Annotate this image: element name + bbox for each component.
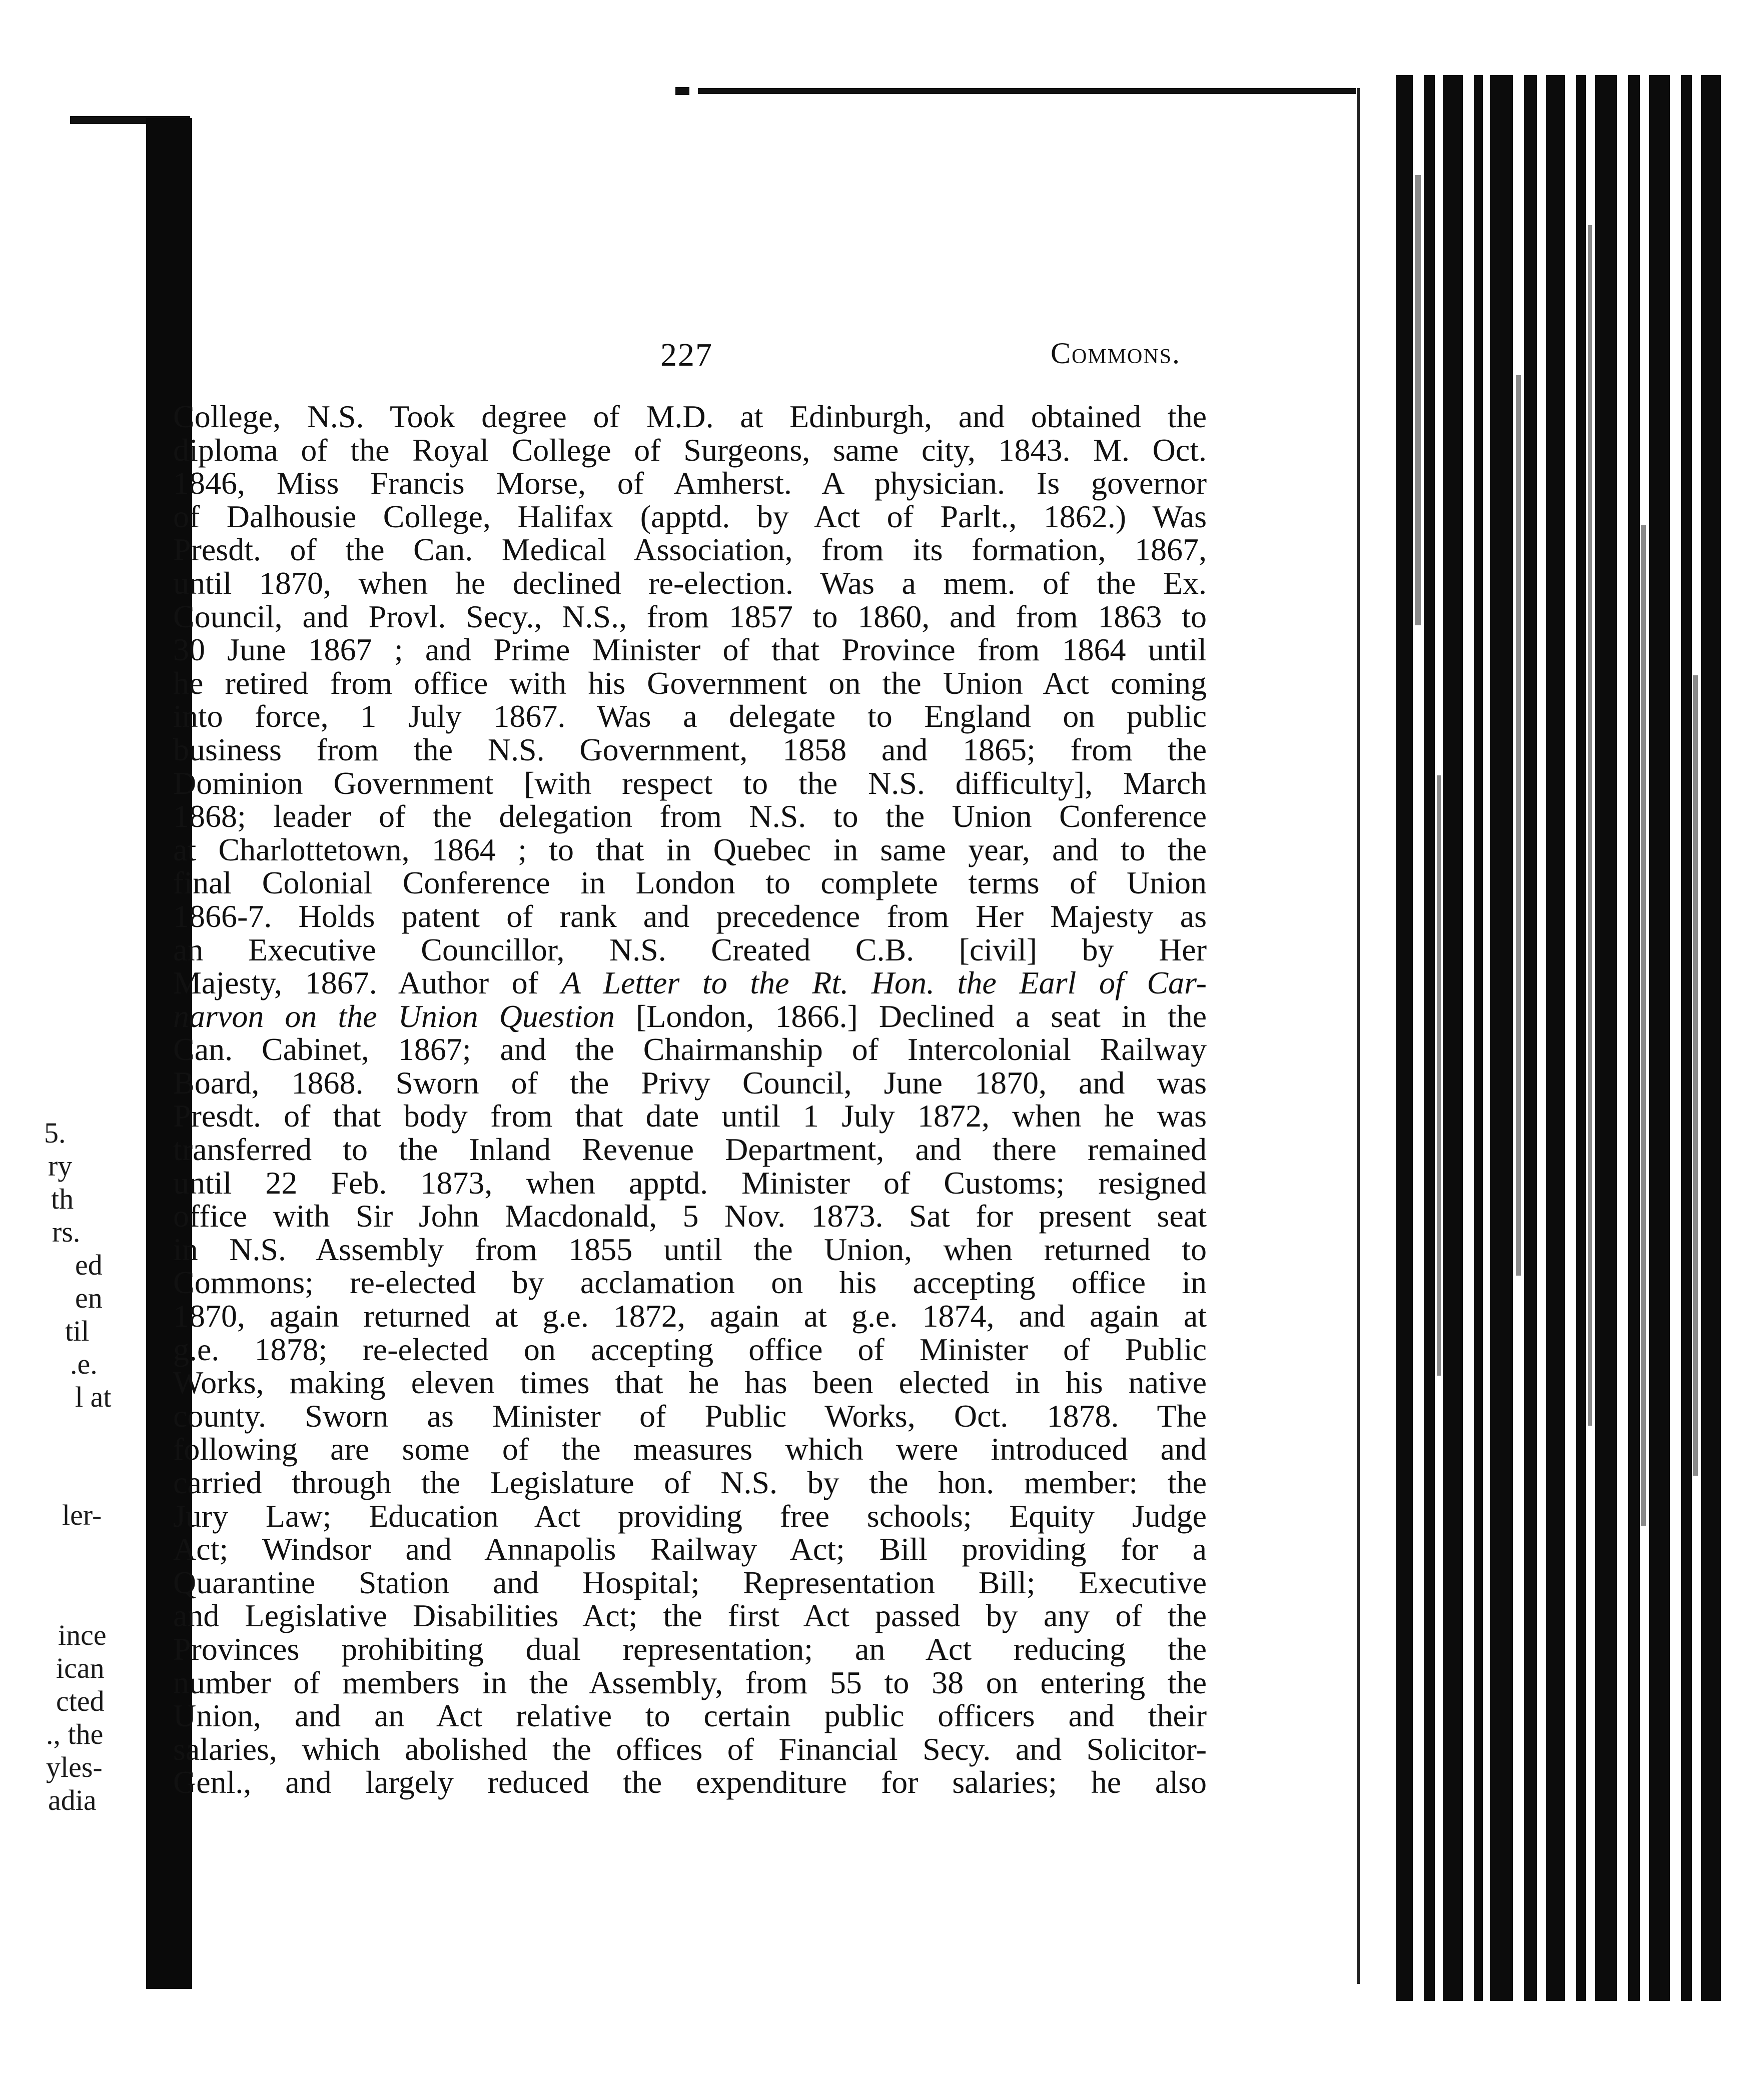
- margin-fragment: l at: [75, 1381, 112, 1413]
- text-line: Can. Cabinet, 1867; and the Chairmanship of Intercolonial Railway: [173, 1031, 1207, 1068]
- margin-fragment: ry: [48, 1150, 73, 1182]
- text-line: salaries, which abolished the offices of Financial Secy. and Solicitor-: [173, 1731, 1207, 1767]
- text-line: Provinces prohibiting dual representation; an Act reducing the: [173, 1631, 1207, 1667]
- margin-fragment: ., the: [46, 1718, 104, 1750]
- text-line: 30 June 1867 ; and Prime Minister of that Province from 1864 until: [173, 632, 1207, 668]
- text-line: number of members in the Assembly, from 55 to 38 on entering the: [173, 1664, 1207, 1700]
- text-line: into force, 1 July 1867. Was a delegate to England on public: [173, 698, 1207, 734]
- text-line: Board, 1868. Sworn of the Privy Council, June 1870, and was: [173, 1065, 1207, 1101]
- text-segment: Majesty, 1867. Author of: [173, 965, 539, 1001]
- margin-fragment: ican: [56, 1652, 105, 1684]
- book-title-italic: A Letter to the Rt. Hon. the Earl of Car-: [561, 965, 1207, 1001]
- text-line: 1868; leader of the delegation from N.S. to the Union Conference: [173, 798, 1207, 834]
- text-line: Union, and an Act relative to certain public officers and their: [173, 1698, 1207, 1734]
- margin-fragment: ed: [75, 1249, 103, 1281]
- margin-fragment: yles-: [46, 1751, 103, 1783]
- margin-fragment: ler-: [62, 1499, 102, 1531]
- text-line: Dominion Government [with respect to the N.S. difficulty], March: [173, 765, 1207, 801]
- text-line: Presdt. of that body from that date until 1 July 1872, when he was: [173, 1098, 1207, 1134]
- text-line: until 22 Feb. 1873, when apptd. Minister of Customs; resigned: [173, 1165, 1207, 1201]
- text-line: county. Sworn as Minister of Public Works, Oct. 1878. The: [173, 1398, 1207, 1434]
- text-line: College, N.S. Took degree of M.D. at Edinburgh, and obtained the: [173, 399, 1207, 434]
- text-line: of Dalhousie College, Halifax (apptd. by Act of Parlt., 1862.) Was: [173, 498, 1207, 534]
- text-line: in N.S. Assembly from 1855 until the Union, when returned to: [173, 1231, 1207, 1267]
- margin-fragment: cted: [56, 1685, 105, 1717]
- text-line: 1870, again returned at g.e. 1872, again at g.e. 1874, and again at: [173, 1298, 1207, 1334]
- margin-fragment: rs.: [52, 1216, 81, 1248]
- margin-fragment: til: [65, 1315, 90, 1347]
- text-line-mixed: [173, 966, 1207, 1000]
- text-line: and Legislative Disabilities Act; the first Act passed by any of the: [173, 1598, 1207, 1634]
- book-title-italic: narvon on the Union Question: [173, 998, 615, 1034]
- text-line: diploma of the Royal College of Surgeons, same city, 1843. M. Oct.: [173, 432, 1207, 468]
- text-line: g.e. 1878; re-elected on accepting office of Minister of Public: [173, 1331, 1207, 1367]
- text-line: business from the N.S. Government, 1858 and 1865; from the: [173, 731, 1207, 767]
- text-line: Quarantine Station and Hospital; Representation Bill; Executive: [173, 1564, 1207, 1600]
- top-rule: [698, 88, 1356, 94]
- text-line: office with Sir John Macdonald, 5 Nov. 1873. Sat for present seat: [173, 1198, 1207, 1234]
- page-stack-edge: [1381, 75, 1731, 2001]
- text-line: until 1870, when he declined re-election. Was a mem. of the Ex.: [173, 565, 1207, 601]
- margin-fragment: en: [75, 1282, 103, 1314]
- text-line: he retired from office with his Government on the Union Act coming: [173, 665, 1207, 701]
- top-rule-mark: [675, 87, 689, 95]
- text-line-mixed: [173, 1000, 1207, 1033]
- text-line: at Charlottetown, 1864 ; to that in Quebec in same year, and to the: [173, 831, 1207, 867]
- body-text: [173, 400, 1207, 1799]
- text-line: transferred to the Inland Revenue Department, and there remained: [173, 1132, 1207, 1168]
- margin-fragment: ince: [58, 1619, 107, 1651]
- margin-fragment: th: [51, 1183, 74, 1215]
- text-line: 1866-7. Holds patent of rank and precedence from Her Majesty as: [173, 898, 1207, 934]
- text-line: Jury Law; Education Act providing free schools; Equity Judge: [173, 1498, 1207, 1534]
- page-number: 227: [660, 337, 713, 373]
- text-line: Act; Windsor and Annapolis Railway Act; Bill providing for a: [173, 1531, 1207, 1567]
- margin-fragment: .e.: [70, 1348, 98, 1380]
- text-line: Works, making eleven times that he has been elected in his native: [173, 1365, 1207, 1401]
- text-line: Council, and Provl. Secy., N.S., from 1857 to 1860, and from 1863 to: [173, 598, 1207, 634]
- margin-fragment: 5.: [44, 1117, 66, 1149]
- page-edge: [1357, 88, 1360, 1984]
- text-line: final Colonial Conference in London to complete terms of Union: [173, 865, 1207, 901]
- text-line: an Executive Councillor, N.S. Created C.B. [civil] by Her: [173, 931, 1207, 967]
- text-line: carried through the Legislature of N.S. by the hon. member: the: [173, 1465, 1207, 1500]
- text-line: Commons; re-elected by acclamation on his accepting office in: [173, 1265, 1207, 1301]
- margin-fragment: adia: [48, 1784, 97, 1816]
- text-segment: [London, 1866.] Declined a seat in the: [635, 998, 1207, 1034]
- previous-page-fragments: [20, 0, 150, 2075]
- text-line: following are some of the measures which were introduced and: [173, 1431, 1207, 1467]
- text-line: 1846, Miss Francis Morse, of Amherst. A physician. Is governor: [173, 465, 1207, 501]
- running-head: Commons.: [1051, 337, 1181, 370]
- text-line: Genl., and largely reduced the expenditure for salaries; he also: [173, 1764, 1207, 1800]
- text-line: Presdt. of the Can. Medical Association, from its formation, 1867,: [173, 532, 1207, 568]
